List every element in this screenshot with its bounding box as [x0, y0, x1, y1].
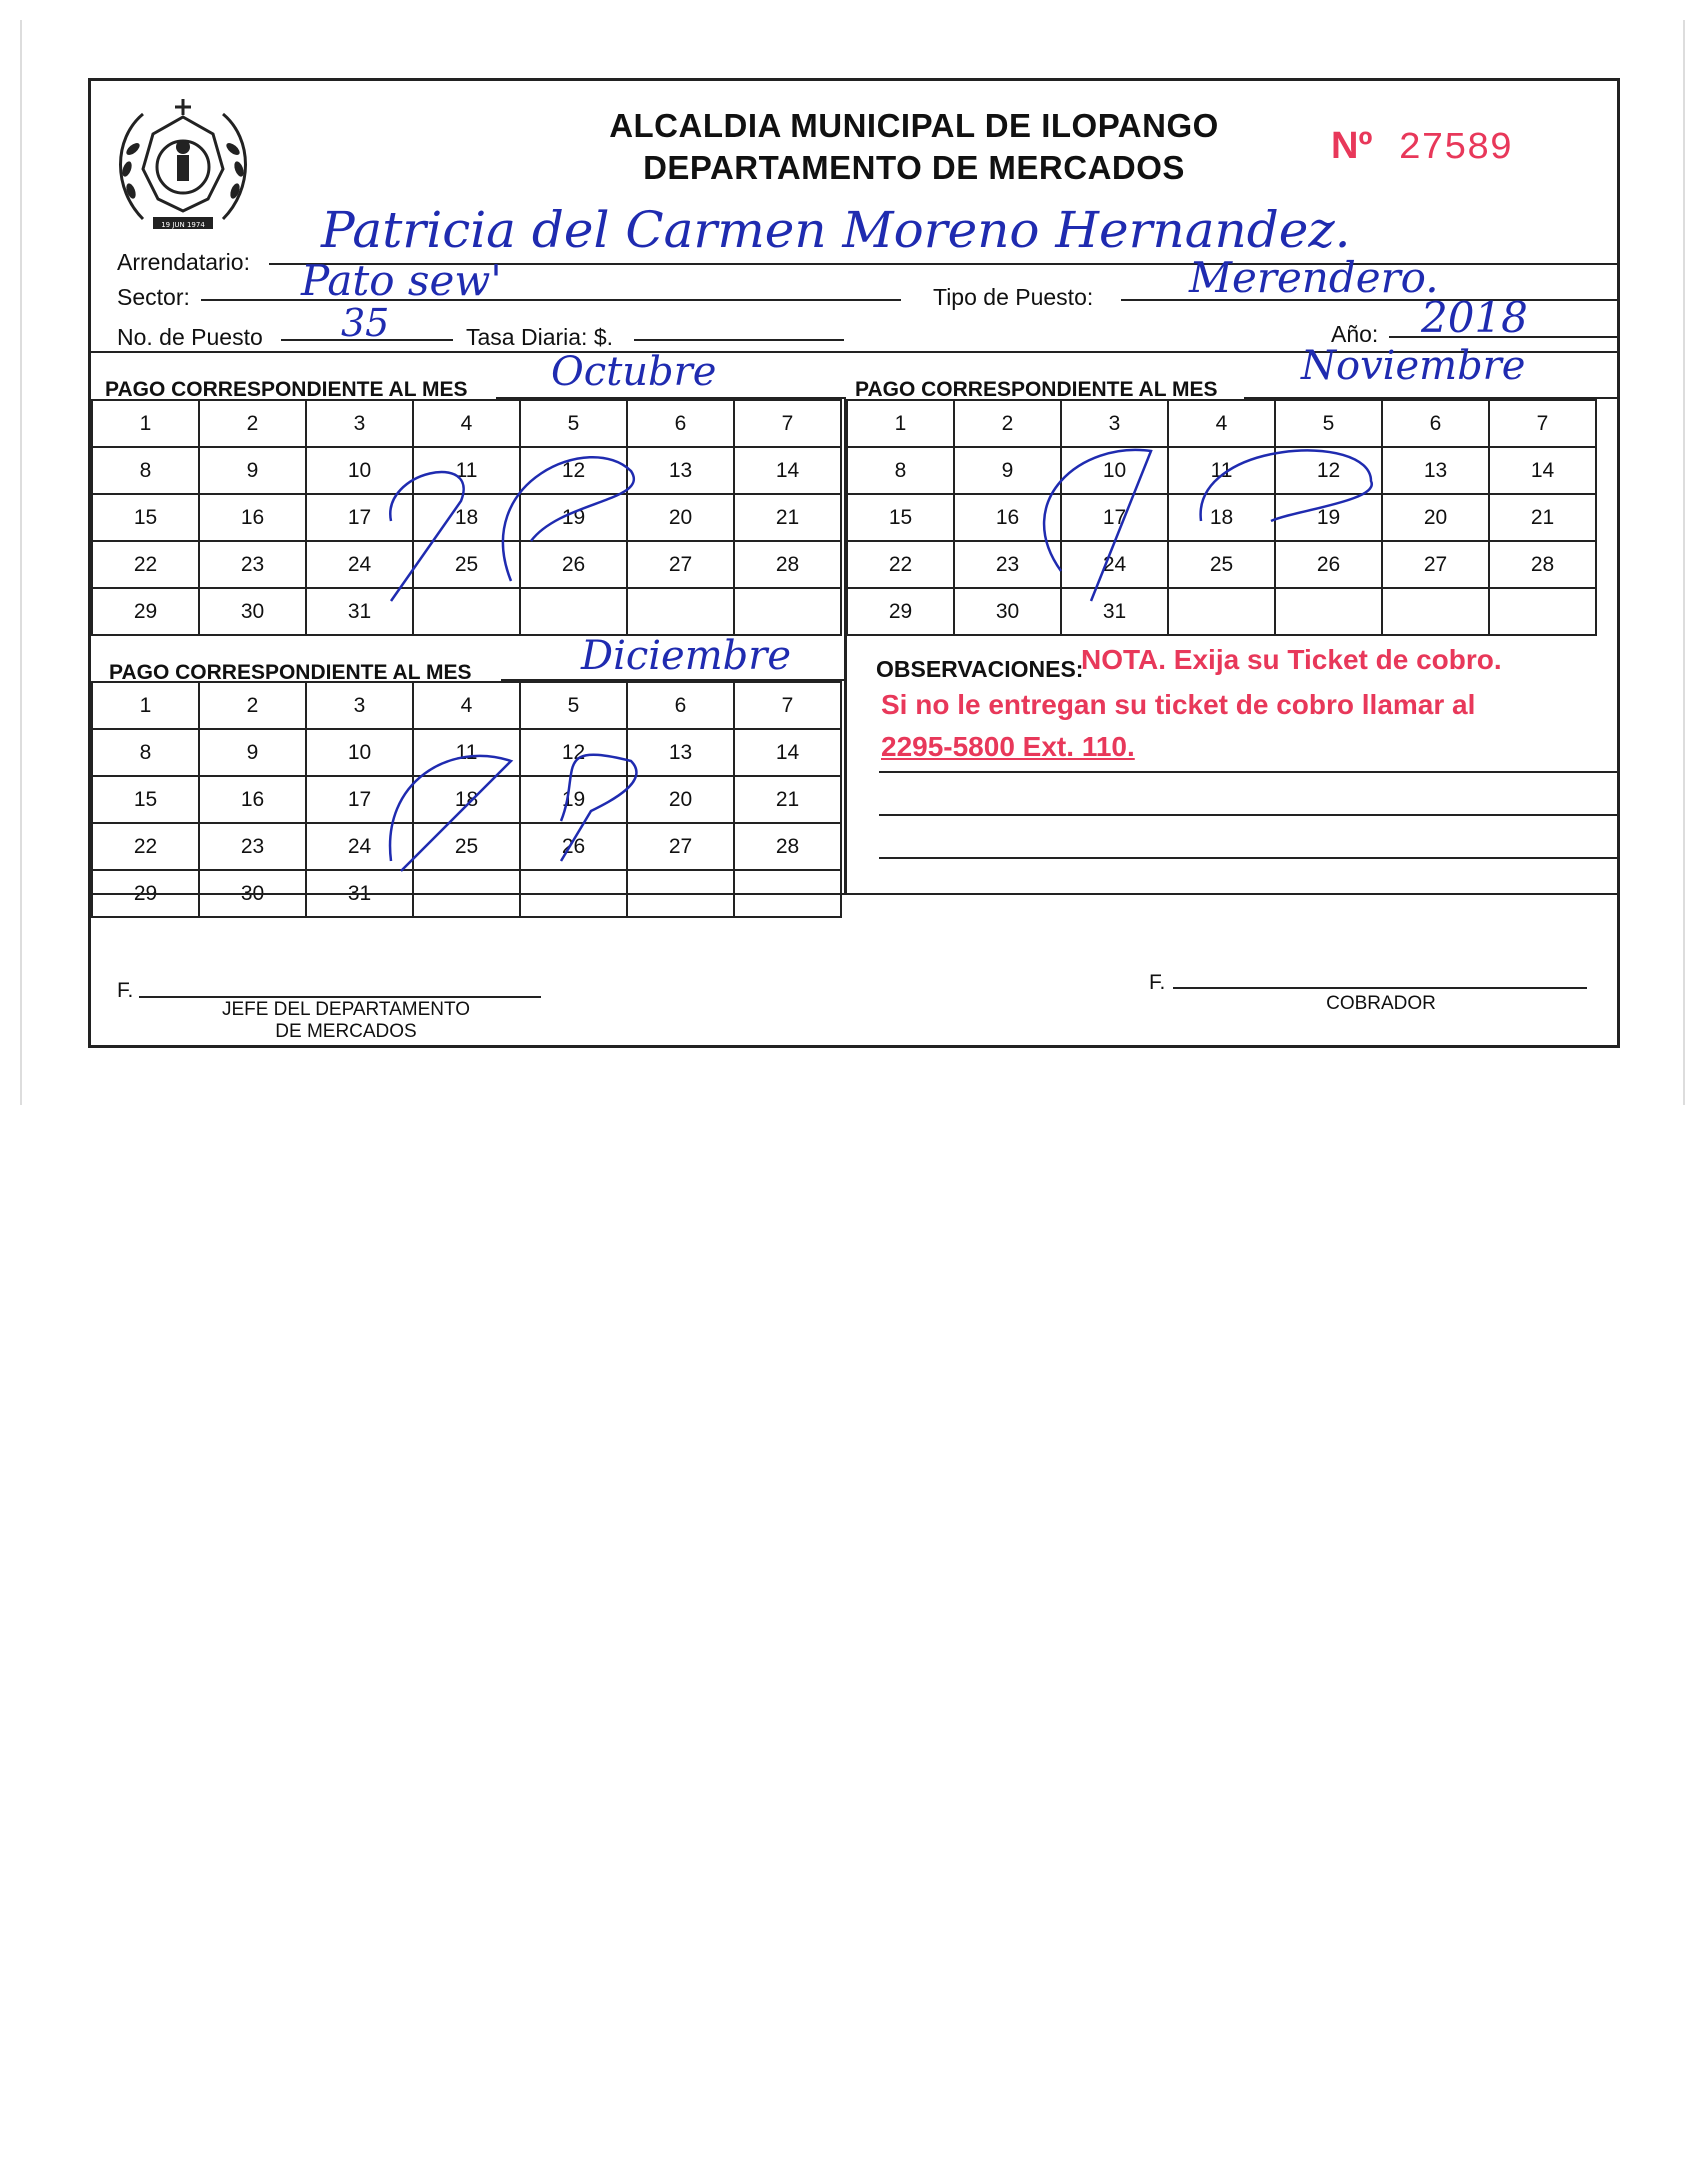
month-label-3: PAGO CORRESPONDIENTE AL MES	[109, 661, 472, 684]
folio-label: Nº	[1331, 125, 1373, 167]
calendar-day-cell: 23	[199, 541, 306, 588]
calendar-day-cell: 14	[734, 447, 841, 494]
calendar-day-cell: 22	[92, 541, 199, 588]
calendar-day-cell: 3	[306, 400, 413, 447]
anio-label: Año:	[1331, 321, 1379, 347]
calendar-day-cell: 27	[1382, 541, 1489, 588]
calendar-day-cell: 17	[306, 494, 413, 541]
observaciones-label: OBSERVACIONES:	[876, 656, 1084, 682]
tasa-label: Tasa Diaria: $.	[466, 324, 614, 350]
municipality-title: ALCALDIA MUNICIPAL DE ILOPANGO	[609, 107, 1219, 144]
calendar-day-cell: 8	[92, 729, 199, 776]
check-mark-dec-1	[390, 756, 511, 871]
calendar-day-cell: 2	[199, 400, 306, 447]
calendar-day-cell: 28	[734, 541, 841, 588]
calendar-day-cell: 12	[520, 447, 627, 494]
calendar-day-cell: 5	[1275, 400, 1382, 447]
calendar-day-cell: 4	[1168, 400, 1275, 447]
calendar-day-cell: 27	[627, 823, 734, 870]
calendar-day-cell: 8	[847, 447, 954, 494]
calendar-day-cell: 18	[413, 776, 520, 823]
payment-marks	[91, 81, 1623, 1051]
calendar-day-cell: 22	[847, 541, 954, 588]
calendar-day-cell: 28	[1489, 541, 1596, 588]
arrendatario-label: Arrendatario:	[117, 249, 250, 275]
calendar-day-cell: 31	[306, 588, 413, 635]
arrendatario-value: Patricia del Carmen Moreno Hernandez.	[321, 201, 1351, 259]
calendar-day-cell: 24	[1061, 541, 1168, 588]
calendar-day-cell: 22	[92, 823, 199, 870]
anio-value: 2018	[1421, 293, 1528, 342]
calendar-day-cell: 17	[306, 776, 413, 823]
calendar-day-cell: 6	[1382, 400, 1489, 447]
calendar-day-cell: 5	[520, 400, 627, 447]
month-label-2: PAGO CORRESPONDIENTE AL MES	[855, 378, 1218, 401]
calendar-day-cell: 3	[1061, 400, 1168, 447]
payment-card	[88, 78, 1620, 1048]
calendar-day-cell: 26	[520, 823, 627, 870]
calendar-day-cell: 6	[627, 400, 734, 447]
calendar-day-cell: 11	[413, 447, 520, 494]
calendar-day-cell: 23	[199, 823, 306, 870]
check-mark-dec-2	[561, 755, 636, 861]
calendar-day-cell: 19	[520, 776, 627, 823]
calendar-day-cell: 11	[1168, 447, 1275, 494]
check-mark-oct-2	[503, 457, 634, 581]
check-mark-nov-1	[1044, 450, 1151, 601]
calendar-day-cell: 10	[306, 447, 413, 494]
calendar-day-cell: 7	[734, 682, 841, 729]
calendar-day-cell: 29	[92, 870, 199, 917]
department-title: DEPARTAMENTO DE MERCADOS	[643, 149, 1185, 186]
calendar-day-cell: 19	[1275, 494, 1382, 541]
calendar-day-cell: 14	[1489, 447, 1596, 494]
calendar-day-cell: 25	[413, 823, 520, 870]
calendar-day-cell: 11	[413, 729, 520, 776]
calendar-day-cell: 21	[734, 776, 841, 823]
calendar-day-cell: 6	[627, 682, 734, 729]
calendar-day-cell: 24	[306, 541, 413, 588]
puesto-label: No. de Puesto	[117, 324, 263, 350]
calendar-day-cell: 4	[413, 400, 520, 447]
calendar-day-cell: 31	[306, 870, 413, 917]
calendar-day-cell: 21	[734, 494, 841, 541]
calendar-day-cell: 30	[954, 588, 1061, 635]
calendar-day-cell: 18	[1168, 494, 1275, 541]
month-label-1: PAGO CORRESPONDIENTE AL MES	[105, 378, 468, 401]
calendar-day-cell: 29	[92, 588, 199, 635]
calendar-day-cell: 2	[954, 400, 1061, 447]
calendar-day-cell: 9	[199, 729, 306, 776]
calendar-day-cell: 23	[954, 541, 1061, 588]
calendar-day-cell: 10	[306, 729, 413, 776]
month-value-3: Diciembre	[581, 633, 792, 679]
calendar-day-cell: 27	[627, 541, 734, 588]
calendar-day-cell: 15	[92, 494, 199, 541]
calendar-day-cell: 18	[413, 494, 520, 541]
calendar-day-cell: 13	[627, 729, 734, 776]
calendar-day-cell: 30	[199, 870, 306, 917]
calendar-day-cell: 24	[306, 823, 413, 870]
calendar-day-cell: 29	[847, 588, 954, 635]
calendar-day-cell: 21	[1489, 494, 1596, 541]
note-line-1: NOTA. Exija su Ticket de cobro.	[1081, 644, 1502, 675]
seal-date: 19 JUN 1974	[161, 221, 205, 229]
check-mark-nov-2	[1201, 450, 1372, 521]
calendar-day-cell: 30	[199, 588, 306, 635]
calendar-day-cell: 9	[954, 447, 1061, 494]
calendar-day-cell: 31	[1061, 588, 1168, 635]
jefe-caption-line1: JEFE DEL DEPARTAMENTO	[221, 999, 471, 1020]
calendar-day-cell: 20	[627, 776, 734, 823]
calendar-day-cell: 12	[1275, 447, 1382, 494]
calendar-day-cell: 14	[734, 729, 841, 776]
calendar-day-cell: 1	[92, 400, 199, 447]
calendar-day-cell: 28	[734, 823, 841, 870]
calendar-day-cell: 1	[92, 682, 199, 729]
calendar-day-cell: 15	[847, 494, 954, 541]
check-mark-oct-1	[390, 472, 463, 601]
tipo-puesto-value: Merendero.	[1189, 253, 1439, 302]
folio-value: 27589	[1398, 127, 1513, 170]
calendar-day-cell: 5	[520, 682, 627, 729]
calendar-day-cell: 7	[1489, 400, 1596, 447]
puesto-value: 35	[341, 301, 390, 345]
cobrador-caption: COBRADOR	[1326, 993, 1436, 1014]
calendar-day-cell: 25	[1168, 541, 1275, 588]
sig-left-f: F.	[117, 979, 134, 1002]
calendar-day-cell: 15	[92, 776, 199, 823]
calendar-day-cell: 2	[199, 682, 306, 729]
calendar-day-cell: 19	[520, 494, 627, 541]
note-line-3: 2295-5800 Ext. 110.	[881, 731, 1135, 762]
calendar-day-cell: 10	[1061, 447, 1168, 494]
calendar-day-cell: 3	[306, 682, 413, 729]
month-value-1: Octubre	[551, 349, 717, 395]
calendar-day-cell: 4	[413, 682, 520, 729]
calendar-day-cell: 26	[1275, 541, 1382, 588]
tipo-puesto-label: Tipo de Puesto:	[933, 284, 1094, 310]
jefe-caption-line2: DE MERCADOS	[275, 1021, 417, 1042]
calendar-day-cell: 17	[1061, 494, 1168, 541]
calendar-day-cell: 13	[1382, 447, 1489, 494]
calendar-day-cell: 16	[954, 494, 1061, 541]
note-line-2: Si no le entregan su ticket de cobro llamar al	[881, 689, 1476, 720]
calendar-day-cell: 25	[413, 541, 520, 588]
sig-right-f: F.	[1149, 971, 1166, 994]
calendar-day-cell: 13	[627, 447, 734, 494]
calendar-day-cell: 8	[92, 447, 199, 494]
month-value-2: Noviembre	[1301, 343, 1526, 389]
sector-value: Pato sew'	[301, 256, 502, 305]
calendar-day-cell: 1	[847, 400, 954, 447]
calendar-day-cell: 20	[1382, 494, 1489, 541]
calendar-day-cell: 16	[199, 494, 306, 541]
calendar-day-cell: 16	[199, 776, 306, 823]
sector-label: Sector:	[117, 284, 190, 310]
calendar-day-cell: 9	[199, 447, 306, 494]
calendar-day-cell: 7	[734, 400, 841, 447]
calendar-day-cell: 26	[520, 541, 627, 588]
calendar-day-cell: 20	[627, 494, 734, 541]
calendar-day-cell: 12	[520, 729, 627, 776]
